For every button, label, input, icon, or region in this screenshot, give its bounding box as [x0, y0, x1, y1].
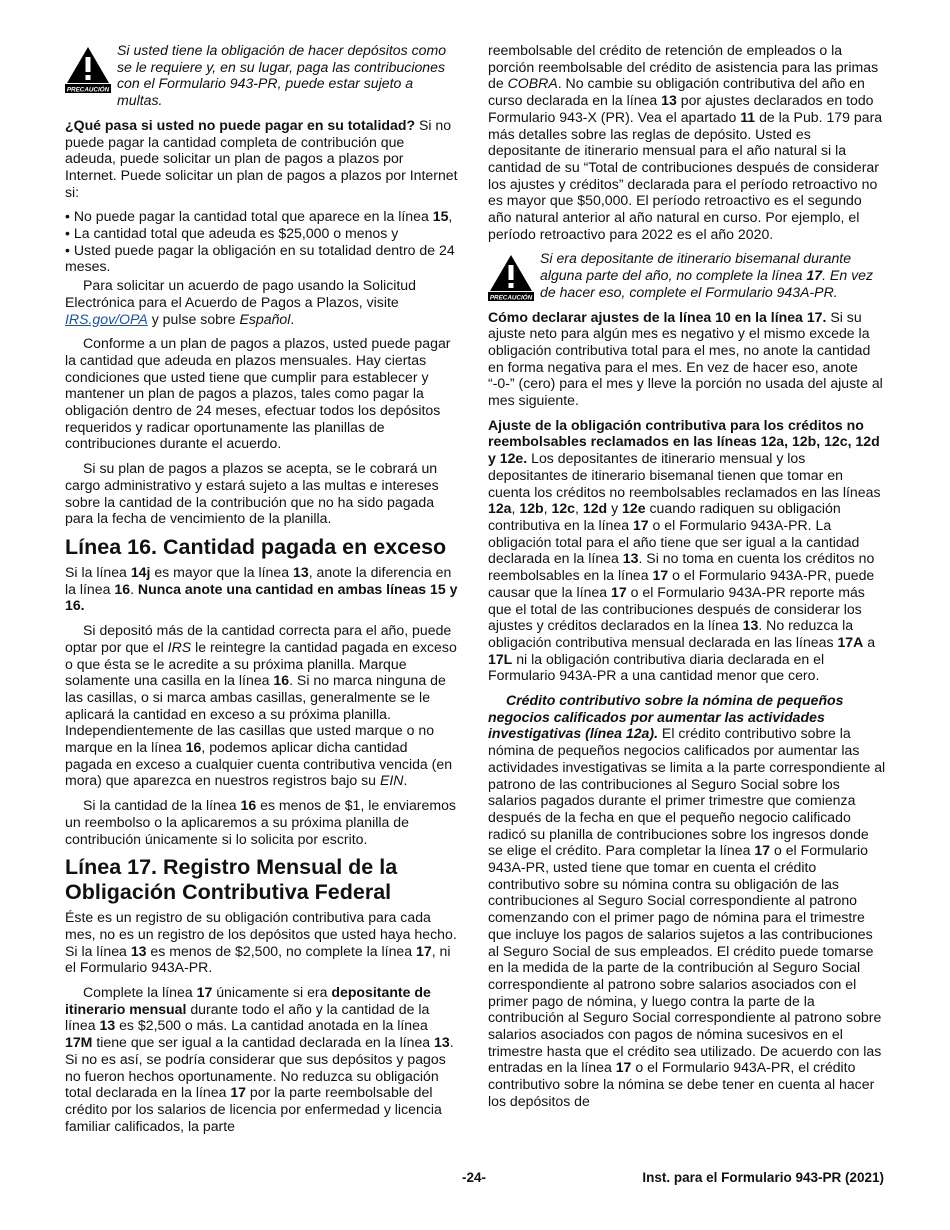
run-in-heading: ¿Qué pasa si usted no puede pagar en su totalidad? — [65, 116, 416, 133]
section-heading-16: Línea 16. Cantidad pagada en exceso — [65, 534, 447, 559]
paragraph: Complete la línea 17 únicamente si era depositante de itinerario mensual durante todo el año y la cantidad de la línea 13 es $2,500 o más. La cantidad anotada en la línea 17M tiene que ser igual a la cantidad declarada en la línea 13. Si no es así, se podría considerar que sus depósitos y pagos no fueron hechos oportunamente. No reduzca su obligación total declarada en la línea 17 por la parte reembolsable del crédito por los salarios de licencia por enfermedad y licencia familiar calificados, la parte — [65, 984, 454, 1134]
bullet-list — [65, 208, 458, 275]
paragraph: Cómo declarar ajustes de la línea 10 en la línea 17. Si su ajuste neto para algún mes es negativo y el mismo excede la obligación contributiva total para el mes, no anote la cantidad en forma negativa para el mes. En vez de hacer eso, anote “-0-” (cero) para el mes y lleve la porción no usada del ajuste al mes siguiente. — [488, 308, 883, 409]
page-number: -24- — [462, 1170, 487, 1185]
paragraph: Ajuste de la obligación contributiva para los créditos no reembolsables reclamados en las líneas 12a, 12b, 12c, 12d y 12e. Los depositantes de itinerario mensual y los depositantes de itinerario bisemanal tienen que tomar en cuenta los créditos no reembolsables reclamados en las líneas 12a, 12b, 12c, 12d y 12e cuando radiquen su obligación contributiva en la línea 17 o el Formulario 943A-PR. La obligación total para el año tiene que ser igual a la cantidad declarada en la línea 13. Si no toma en cuenta los créditos no reembolsables en la línea 17 o el Formulario 943A-PR, puede causar que la línea 17 o el Formulario 943A-PR reporte más que el total de las contribuciones después de considerar los ajustes y créditos declarados en la línea 13. No reduzca la obligación contributiva mensual declarada en las líneas 17A a 17L ni la obligación contributiva diaria declarada en el Formulario 943A-PR a una cantidad menor que cero. — [488, 416, 881, 684]
caution-icon — [488, 253, 534, 301]
document-title: Inst. para el Formulario 943-PR (2021) — [642, 1170, 884, 1185]
svg-text:PRECAUCIÓN: PRECAUCIÓN — [489, 294, 533, 302]
section-heading-17: Línea 17. Registro Mensual de la Obligación Contributiva Federal — [65, 855, 398, 905]
caution-text: Si usted tiene la obligación de hacer depósitos como se le requiere y, en su lugar, paga las contribuciones con el Formulario 943-PR, puede estar sujeto a multas. — [117, 42, 447, 109]
paragraph: Si su plan de pagos a plazos se acepta, se le cobrará un cargo administrativo y estará sujeto a las multas e intereses sobre la cantidad de la contribución que no ha sido pagada para la fecha de vencimiento de la planilla. — [65, 460, 439, 527]
irs-opa-link[interactable]: IRS.gov/OPA — [65, 310, 148, 327]
caution-box — [65, 42, 458, 109]
right-column — [488, 42, 886, 1118]
caution-icon — [65, 45, 111, 93]
run-in-heading: Cómo declarar ajustes de la línea 10 en la línea 17. — [488, 308, 827, 325]
left-column — [65, 42, 458, 1142]
paragraph: ¿Qué pasa si usted no puede pagar en su totalidad? Si no puede pagar la cantidad completa de contribución que adeuda, puede solicitar un plan de pagos a plazos por Internet. Puede solicitar un plan de pagos a plazos por Internet si: — [65, 116, 458, 200]
svg-text:PRECAUCIÓN: PRECAUCIÓN — [66, 86, 110, 93]
paragraph: Si la línea 14j es mayor que la línea 13, anote la diferencia en la línea 16. Nunca anote una cantidad en ambas líneas 15 y 16. — [65, 563, 458, 614]
paragraph: Si depositó más de la cantidad correcta para el año, puede optar por que el IRS le reintegre la cantidad pagada en exceso o que ésta se le acredite a su próxima planilla. Marque solamente una casilla en la línea 16. Si no marca ninguna de las casillas, o si marca ambas casillas, generalmente se le aplicará la cantidad en exceso a su próxima planilla. Independientemente de las casillas que usted marque o no marque en la línea 16, podemos aplicar dicha cantidad pagada en exceso a cualquier cuenta contributiva vencida (en mora) que aparezca en nuestros registros bajo su EIN. — [65, 622, 457, 789]
paragraph: Éste es un registro de su obligación contributiva para cada mes, no es un registro de los depósitos que usted haya hecho. Si la línea 13 es menos de $2,500, no complete la línea 17, ni el Formulario 943A-PR. — [65, 909, 457, 976]
paragraph: Crédito contributivo sobre la nómina de pequeños negocios calificados por aumentar las actividades investigativas (línea 12a). El crédito contributivo sobre la nómina de pequeños negocios calificados por aumentar las actividades investigativas se limita a la parte correspondiente al patrono de las contribuciones al Seguro Social sobre los salarios pagados durante el primer trimestre que comienza después de la fecha en que el pequeño negocio calificado radicó su planilla de contribuciones sobre los ingresos donde se elige el crédito. Para completar la línea 17 o el Formulario 943A-PR, usted tiene que tomar en cuenta el crédito contributivo sobre su nómina contra su obligación de las contribuciones al Seguro Social correspondiente al patrono comenzando con el primer pago de nómina para el trimestre que incluye los pagos de salarios sujetos a las contribuciones al Seguro Social de sus empleados. El crédito puede tomarse en la medida de la parte de la contribución al Seguro Social correspondiente al patrono sobre salarios asociados con el primer pago de nómina, y luego contra la parte de la contribución al Seguro Social correspondiente al patrono sobre salarios asociados con pagos de nómina sucesivos en el trimestre hasta que el crédito sea utilizado. De acuerdo con las entradas en la línea 17 o el Formulario 943A-PR, el crédito contributivo sobre la nómina se debe tener en cuenta al hacer los depósitos de — [488, 692, 886, 1109]
list-item: • La cantidad total que adeuda es $25,000 o menos y — [65, 225, 399, 242]
run-in-heading: Crédito contributivo sobre la nómina de pequeños negocios calificados por aumentar las actividades investigativas (línea 12a). — [488, 692, 844, 742]
run-in-heading: Ajuste de la obligación contributiva para los créditos no reembolsables reclamados en las líneas 12a, 12b, 12c, 12d y 12e. — [488, 416, 880, 467]
list-item: • Usted puede pagar la obligación en su totalidad dentro de 24 meses. — [65, 241, 455, 275]
paragraph: Para solicitar un acuerdo de pago usando la Solicitud Electrónica para el Acuerdo de Pagos a Plazos, visite IRS.gov/OPA y pulse sobre Español. — [65, 277, 416, 327]
caution-box — [488, 250, 886, 300]
paragraph: Conforme a un plan de pagos a plazos, usted puede pagar la cantidad que adeuda en plazos mensuales. Hay ciertas condiciones que usted tiene que cumplir para establecer y mantener un plan de pagos a plazos, tales como pagar la obligación dentro de 24 meses, efectuar todos los depósitos requeridos y radicar oportunamente las planillas de contribuciones durante el acuerdo. — [65, 335, 451, 452]
caution-text: Si era depositante de itinerario bisemanal durante alguna parte del año, no complete la línea 17. En vez de hacer eso, complete el Formulario 943A-PR. — [540, 250, 874, 300]
list-item: • No puede pagar la cantidad total que aparece en la línea 15, — [65, 208, 453, 225]
paragraph: Si la cantidad de la línea 16 es menos de $1, le enviaremos un reembolso o la aplicaremos a su próxima planilla de contribución únicamente si lo solicita por escrito. — [65, 797, 456, 847]
paragraph: reembolsable del crédito de retención de empleados o la porción reembolsable del crédito de asistencia para las primas de COBRA. No cambie su obligación contributiva del año en curso declarada en la línea 13 por ajustes declarados en todo Formulario 943-X (PR). Vea el apartado 11 de la Pub. 179 para más detalles sobre las reglas de depósito. Usted es depositante de itinerario mensual para el año natural si la cantidad de su “Total de contribuciones después de considerar los ajustes y créditos” declarada para el período retroactivo no es mayor que $50,000. El período retroactivo es el segundo año natural anterior al año natural en curso. Por ejemplo, el período retroactivo para 2022 es el año 2020. — [488, 42, 883, 242]
